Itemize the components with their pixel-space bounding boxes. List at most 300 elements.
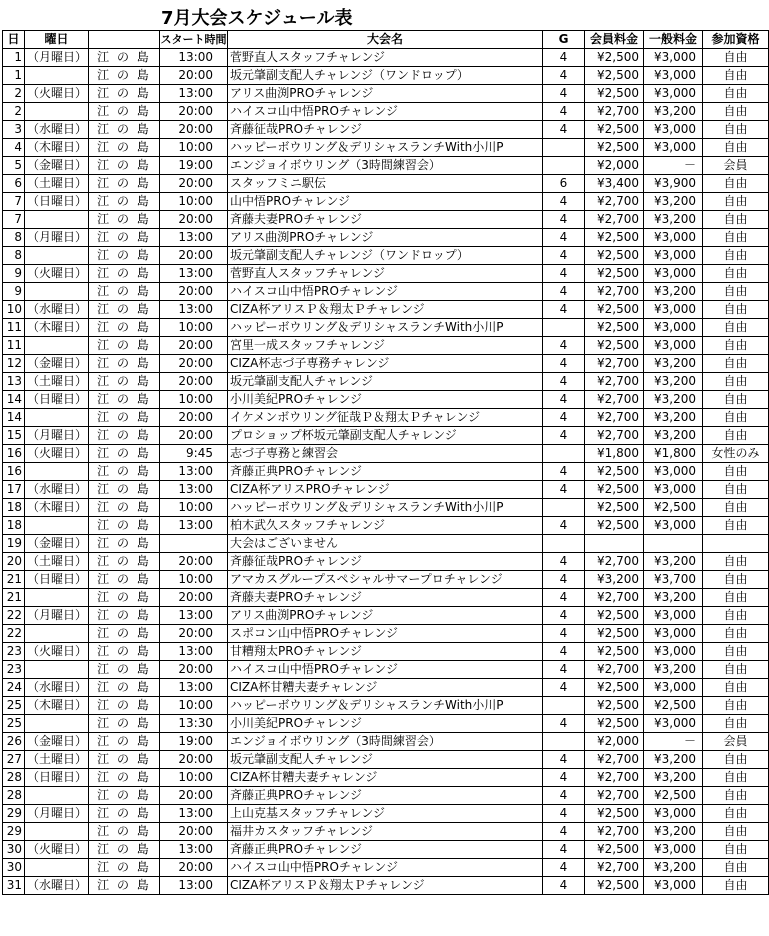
general-fee-cell: ¥3,200 — [644, 859, 703, 877]
qualification-cell: 自由 — [703, 211, 769, 229]
venue-cell: 江 の 島 — [89, 373, 160, 391]
table-row — [3, 355, 769, 373]
event-name-cell: CIZA杯志づ子専務チャレンジ — [228, 355, 543, 373]
qualification-cell: 自由 — [703, 697, 769, 715]
venue-cell: 江 の 島 — [89, 625, 160, 643]
start-time-cell: 20:00 — [160, 247, 228, 265]
game-count-cell — [543, 157, 585, 175]
game-count-cell: 4 — [543, 103, 585, 121]
day-cell: 29 — [3, 823, 25, 841]
weekday-cell — [25, 859, 89, 877]
event-name-cell: アリス曲渕PROチャレンジ — [228, 229, 543, 247]
start-time-cell: 13:00 — [160, 463, 228, 481]
general-fee-cell: ¥3,000 — [644, 679, 703, 697]
start-time-cell: 20:00 — [160, 355, 228, 373]
qualification-cell: 自由 — [703, 319, 769, 337]
member-fee-cell: ¥2,500 — [585, 463, 644, 481]
weekday-cell — [25, 715, 89, 733]
start-time-cell: 20:00 — [160, 625, 228, 643]
member-fee-cell: ¥2,500 — [585, 247, 644, 265]
start-time-cell: 20:00 — [160, 553, 228, 571]
start-time-cell: 13:00 — [160, 85, 228, 103]
game-count-cell: 4 — [543, 769, 585, 787]
day-cell: 7 — [3, 211, 25, 229]
start-time-cell: 20:00 — [160, 103, 228, 121]
table-row — [3, 787, 769, 805]
general-fee-cell: ¥3,200 — [644, 589, 703, 607]
member-fee-cell: ¥2,700 — [585, 391, 644, 409]
member-fee-cell: ¥2,500 — [585, 229, 644, 247]
venue-cell: 江 の 島 — [89, 175, 160, 193]
event-name-cell: アマカスグループスペシャルサマープロチャレンジ — [228, 571, 543, 589]
member-fee-cell: ¥2,700 — [585, 751, 644, 769]
general-fee-cell: ¥3,000 — [644, 625, 703, 643]
event-name-cell: 小川美紀PROチャレンジ — [228, 391, 543, 409]
table-row — [3, 463, 769, 481]
venue-cell: 江 の 島 — [89, 85, 160, 103]
general-fee-cell: ¥3,000 — [644, 49, 703, 67]
qualification-cell: 自由 — [703, 103, 769, 121]
venue-cell: 江 の 島 — [89, 643, 160, 661]
day-cell: 29 — [3, 805, 25, 823]
weekday-cell: （水曜日） — [25, 679, 89, 697]
qualification-cell: 自由 — [703, 265, 769, 283]
venue-cell: 江 の 島 — [89, 877, 160, 895]
table-row — [3, 49, 769, 67]
event-name-cell: ハッピーボウリング＆デリシャスランチWith小川P — [228, 319, 543, 337]
event-name-cell: アリス曲渕PROチャレンジ — [228, 607, 543, 625]
member-fee-cell: ¥2,700 — [585, 589, 644, 607]
venue-cell: 江 の 島 — [89, 607, 160, 625]
day-cell: 9 — [3, 283, 25, 301]
game-count-cell: 4 — [543, 427, 585, 445]
member-fee-cell: ¥2,000 — [585, 157, 644, 175]
weekday-cell: （金曜日） — [25, 355, 89, 373]
venue-cell: 江 の 島 — [89, 589, 160, 607]
day-cell: 21 — [3, 571, 25, 589]
member-fee-cell: ¥2,700 — [585, 355, 644, 373]
venue-cell: 江 の 島 — [89, 355, 160, 373]
start-time-cell: 10:00 — [160, 571, 228, 589]
day-cell: 23 — [3, 661, 25, 679]
table-row — [3, 67, 769, 85]
day-cell: 5 — [3, 157, 25, 175]
day-cell: 13 — [3, 373, 25, 391]
qualification-cell: 自由 — [703, 67, 769, 85]
member-fee-cell: ¥2,500 — [585, 337, 644, 355]
start-time-cell: 13:00 — [160, 481, 228, 499]
table-row — [3, 661, 769, 679]
day-cell: 1 — [3, 67, 25, 85]
game-count-cell: 6 — [543, 175, 585, 193]
page-title: 7月大会スケジュール表 — [161, 8, 353, 29]
member-fee-cell: ¥2,500 — [585, 607, 644, 625]
start-time-cell: 20:00 — [160, 787, 228, 805]
member-fee-cell — [585, 535, 644, 553]
table-row — [3, 193, 769, 211]
game-count-cell: 4 — [543, 85, 585, 103]
weekday-cell: （火曜日） — [25, 841, 89, 859]
general-fee-cell: ¥2,500 — [644, 787, 703, 805]
weekday-cell: （土曜日） — [25, 175, 89, 193]
event-name-cell: プロショップ杯坂元肇副支配人チャレンジ — [228, 427, 543, 445]
general-fee-cell: ¥3,000 — [644, 229, 703, 247]
game-count-cell: 4 — [543, 607, 585, 625]
venue-cell: 江 の 島 — [89, 805, 160, 823]
game-count-cell: 4 — [543, 787, 585, 805]
qualification-cell: 自由 — [703, 553, 769, 571]
weekday-cell — [25, 283, 89, 301]
venue-cell: 江 の 島 — [89, 157, 160, 175]
table-row — [3, 229, 769, 247]
general-fee-cell: ¥3,000 — [644, 121, 703, 139]
member-fee-cell: ¥3,400 — [585, 175, 644, 193]
general-fee-cell: ¥3,000 — [644, 463, 703, 481]
day-cell: 30 — [3, 859, 25, 877]
table-row — [3, 823, 769, 841]
event-name-cell: 大会はございません — [228, 535, 543, 553]
table-row — [3, 265, 769, 283]
qualification-cell: 自由 — [703, 427, 769, 445]
start-time-cell: 10:00 — [160, 391, 228, 409]
member-fee-cell: ¥2,500 — [585, 679, 644, 697]
event-name-cell: イケメンボウリング征哉Ｐ＆翔太Ｐチャレンジ — [228, 409, 543, 427]
game-count-cell: 4 — [543, 877, 585, 895]
day-cell: 7 — [3, 193, 25, 211]
general-fee-cell: ¥3,000 — [644, 805, 703, 823]
venue-cell: 江 の 島 — [89, 49, 160, 67]
table-row — [3, 697, 769, 715]
qualification-cell: 自由 — [703, 85, 769, 103]
venue-cell: 江 の 島 — [89, 823, 160, 841]
venue-cell: 江 の 島 — [89, 499, 160, 517]
qualification-cell: 自由 — [703, 481, 769, 499]
general-fee-cell — [644, 535, 703, 553]
game-count-cell — [543, 499, 585, 517]
general-fee-cell: － — [644, 157, 703, 175]
qualification-cell: 女性のみ — [703, 445, 769, 463]
game-count-cell: 4 — [543, 823, 585, 841]
qualification-cell: 自由 — [703, 823, 769, 841]
event-name-cell: ハイスコ山中悟PROチャレンジ — [228, 283, 543, 301]
table-row — [3, 337, 769, 355]
start-time-cell: 13:00 — [160, 301, 228, 319]
day-cell: 28 — [3, 769, 25, 787]
weekday-cell: （月曜日） — [25, 805, 89, 823]
game-count-cell: 4 — [543, 463, 585, 481]
weekday-cell — [25, 337, 89, 355]
weekday-cell: （木曜日） — [25, 319, 89, 337]
game-count-cell: 4 — [543, 211, 585, 229]
table-row — [3, 391, 769, 409]
general-fee-cell: ¥3,200 — [644, 427, 703, 445]
table-row — [3, 625, 769, 643]
venue-cell: 江 の 島 — [89, 193, 160, 211]
game-count-cell: 4 — [543, 643, 585, 661]
weekday-cell: （水曜日） — [25, 121, 89, 139]
general-fee-cell: ¥2,500 — [644, 697, 703, 715]
start-time-cell: 20:00 — [160, 409, 228, 427]
venue-cell: 江 の 島 — [89, 715, 160, 733]
general-fee-cell: ¥3,000 — [644, 841, 703, 859]
weekday-cell — [25, 589, 89, 607]
general-fee-cell: ¥3,000 — [644, 67, 703, 85]
start-time-cell: 13:30 — [160, 715, 228, 733]
venue-cell: 江 の 島 — [89, 535, 160, 553]
general-fee-cell: ¥3,000 — [644, 301, 703, 319]
header-qualification: 参加資格 — [703, 31, 769, 49]
member-fee-cell: ¥2,700 — [585, 103, 644, 121]
member-fee-cell: ¥2,700 — [585, 193, 644, 211]
game-count-cell: 4 — [543, 553, 585, 571]
table-row — [3, 247, 769, 265]
day-cell: 3 — [3, 121, 25, 139]
day-cell: 14 — [3, 391, 25, 409]
start-time-cell: 13:00 — [160, 877, 228, 895]
weekday-cell: （金曜日） — [25, 157, 89, 175]
general-fee-cell: ¥3,200 — [644, 661, 703, 679]
event-name-cell: CIZA杯甘糟夫妻チャレンジ — [228, 769, 543, 787]
weekday-cell: （水曜日） — [25, 877, 89, 895]
qualification-cell: 自由 — [703, 769, 769, 787]
table-row — [3, 319, 769, 337]
table-row — [3, 445, 769, 463]
member-fee-cell: ¥2,500 — [585, 625, 644, 643]
weekday-cell — [25, 463, 89, 481]
qualification-cell: 自由 — [703, 193, 769, 211]
header-member-fee: 会員料金 — [585, 31, 644, 49]
qualification-cell: 自由 — [703, 139, 769, 157]
member-fee-cell: ¥2,500 — [585, 49, 644, 67]
event-name-cell: アリス曲渕PROチャレンジ — [228, 85, 543, 103]
day-cell: 11 — [3, 319, 25, 337]
general-fee-cell: ¥3,000 — [644, 337, 703, 355]
start-time-cell: 20:00 — [160, 337, 228, 355]
member-fee-cell: ¥2,500 — [585, 499, 644, 517]
qualification-cell: 自由 — [703, 373, 769, 391]
header-event-name: 大会名 — [228, 31, 543, 49]
general-fee-cell: ¥3,200 — [644, 553, 703, 571]
day-cell: 22 — [3, 625, 25, 643]
qualification-cell: 自由 — [703, 517, 769, 535]
weekday-cell: （土曜日） — [25, 553, 89, 571]
weekday-cell: （土曜日） — [25, 373, 89, 391]
table-row — [3, 499, 769, 517]
table-row — [3, 607, 769, 625]
member-fee-cell: ¥2,500 — [585, 877, 644, 895]
weekday-cell: （木曜日） — [25, 139, 89, 157]
game-count-cell: 4 — [543, 229, 585, 247]
game-count-cell: 4 — [543, 67, 585, 85]
member-fee-cell: ¥2,500 — [585, 301, 644, 319]
weekday-cell: （金曜日） — [25, 535, 89, 553]
qualification-cell: 自由 — [703, 283, 769, 301]
qualification-cell: 会員 — [703, 733, 769, 751]
venue-cell: 江 の 島 — [89, 553, 160, 571]
game-count-cell — [543, 697, 585, 715]
venue-cell: 江 の 島 — [89, 751, 160, 769]
event-name-cell: 坂元肇副支配人チャレンジ — [228, 751, 543, 769]
weekday-cell: （日曜日） — [25, 193, 89, 211]
table-row — [3, 571, 769, 589]
venue-cell: 江 の 島 — [89, 121, 160, 139]
game-count-cell: 4 — [543, 373, 585, 391]
day-cell: 18 — [3, 517, 25, 535]
game-count-cell: 4 — [543, 751, 585, 769]
game-count-cell — [543, 733, 585, 751]
member-fee-cell: ¥2,500 — [585, 715, 644, 733]
weekday-cell — [25, 409, 89, 427]
event-name-cell: ハッピーボウリング＆デリシャスランチWith小川P — [228, 697, 543, 715]
event-name-cell: CIZA杯甘糟夫妻チャレンジ — [228, 679, 543, 697]
start-time-cell: 20:00 — [160, 67, 228, 85]
weekday-cell — [25, 103, 89, 121]
member-fee-cell: ¥2,500 — [585, 805, 644, 823]
general-fee-cell: ¥3,200 — [644, 769, 703, 787]
event-name-cell: 斉藤征哉PROチャレンジ — [228, 553, 543, 571]
event-name-cell: 志づ子専務と練習会 — [228, 445, 543, 463]
venue-cell: 江 の 島 — [89, 445, 160, 463]
event-name-cell: スタッフミニ駅伝 — [228, 175, 543, 193]
event-name-cell: CIZA杯アリスＰ＆翔太Ｐチャレンジ — [228, 301, 543, 319]
general-fee-cell: ¥3,200 — [644, 373, 703, 391]
game-count-cell — [543, 445, 585, 463]
start-time-cell: 20:00 — [160, 283, 228, 301]
weekday-cell: （土曜日） — [25, 751, 89, 769]
venue-cell: 江 の 島 — [89, 787, 160, 805]
venue-cell: 江 の 島 — [89, 211, 160, 229]
game-count-cell: 4 — [543, 193, 585, 211]
day-cell: 15 — [3, 427, 25, 445]
day-cell: 22 — [3, 607, 25, 625]
start-time-cell: 20:00 — [160, 661, 228, 679]
member-fee-cell: ¥2,700 — [585, 409, 644, 427]
general-fee-cell: ¥3,200 — [644, 211, 703, 229]
member-fee-cell: ¥1,800 — [585, 445, 644, 463]
event-name-cell: 山中悟PROチャレンジ — [228, 193, 543, 211]
member-fee-cell: ¥3,200 — [585, 571, 644, 589]
venue-cell: 江 の 島 — [89, 229, 160, 247]
general-fee-cell: ¥3,200 — [644, 823, 703, 841]
qualification-cell: 自由 — [703, 841, 769, 859]
table-row — [3, 481, 769, 499]
day-cell: 4 — [3, 139, 25, 157]
qualification-cell: 自由 — [703, 175, 769, 193]
venue-cell: 江 の 島 — [89, 463, 160, 481]
event-name-cell: 宮里一成スタッフチャレンジ — [228, 337, 543, 355]
header-row — [3, 31, 769, 49]
header-general-fee: 一般料金 — [644, 31, 703, 49]
game-count-cell: 4 — [543, 571, 585, 589]
general-fee-cell: ¥3,000 — [644, 319, 703, 337]
venue-cell: 江 の 島 — [89, 679, 160, 697]
qualification-cell: 自由 — [703, 751, 769, 769]
member-fee-cell: ¥2,700 — [585, 427, 644, 445]
member-fee-cell: ¥2,700 — [585, 859, 644, 877]
day-cell: 6 — [3, 175, 25, 193]
qualification-cell: 自由 — [703, 463, 769, 481]
general-fee-cell: ¥3,200 — [644, 409, 703, 427]
member-fee-cell: ¥2,500 — [585, 517, 644, 535]
general-fee-cell: － — [644, 733, 703, 751]
header-day: 日 — [3, 31, 25, 49]
game-count-cell — [543, 319, 585, 337]
event-name-cell: 坂元肇副支配人チャレンジ — [228, 373, 543, 391]
day-cell: 16 — [3, 463, 25, 481]
start-time-cell: 20:00 — [160, 211, 228, 229]
venue-cell: 江 の 島 — [89, 859, 160, 877]
qualification-cell: 自由 — [703, 877, 769, 895]
day-cell: 8 — [3, 229, 25, 247]
event-name-cell: ハイスコ山中悟PROチャレンジ — [228, 661, 543, 679]
start-time-cell: 13:00 — [160, 265, 228, 283]
general-fee-cell: ¥3,000 — [644, 607, 703, 625]
table-row — [3, 211, 769, 229]
game-count-cell: 4 — [543, 49, 585, 67]
day-cell: 10 — [3, 301, 25, 319]
event-name-cell: 坂元肇副支配人チャレンジ（ワンドロップ） — [228, 247, 543, 265]
member-fee-cell: ¥2,700 — [585, 661, 644, 679]
day-cell: 24 — [3, 679, 25, 697]
venue-cell: 江 の 島 — [89, 283, 160, 301]
header-venue — [89, 31, 160, 49]
start-time-cell: 10:00 — [160, 193, 228, 211]
venue-cell: 江 の 島 — [89, 769, 160, 787]
qualification-cell: 自由 — [703, 121, 769, 139]
weekday-cell: （火曜日） — [25, 445, 89, 463]
event-name-cell: ハイスコ山中悟PROチャレンジ — [228, 859, 543, 877]
general-fee-cell: ¥2,500 — [644, 499, 703, 517]
member-fee-cell: ¥2,700 — [585, 373, 644, 391]
weekday-cell — [25, 517, 89, 535]
day-cell: 8 — [3, 247, 25, 265]
table-row — [3, 715, 769, 733]
general-fee-cell: ¥3,200 — [644, 391, 703, 409]
weekday-cell: （月曜日） — [25, 229, 89, 247]
weekday-cell: （月曜日） — [25, 49, 89, 67]
game-count-cell: 4 — [543, 481, 585, 499]
venue-cell: 江 の 島 — [89, 481, 160, 499]
member-fee-cell: ¥2,700 — [585, 283, 644, 301]
start-time-cell: 10:00 — [160, 319, 228, 337]
day-cell: 26 — [3, 733, 25, 751]
event-name-cell: 菅野直人スタッフチャレンジ — [228, 265, 543, 283]
qualification-cell: 自由 — [703, 49, 769, 67]
game-count-cell: 4 — [543, 517, 585, 535]
member-fee-cell: ¥2,500 — [585, 481, 644, 499]
day-cell: 25 — [3, 715, 25, 733]
weekday-cell — [25, 247, 89, 265]
start-time-cell — [160, 535, 228, 553]
table-row — [3, 733, 769, 751]
qualification-cell: 自由 — [703, 571, 769, 589]
table-row — [3, 877, 769, 895]
weekday-cell — [25, 787, 89, 805]
member-fee-cell: ¥2,500 — [585, 139, 644, 157]
qualification-cell: 自由 — [703, 301, 769, 319]
event-name-cell: 小川美紀PROチャレンジ — [228, 715, 543, 733]
day-cell: 18 — [3, 499, 25, 517]
qualification-cell: 自由 — [703, 229, 769, 247]
weekday-cell — [25, 211, 89, 229]
weekday-cell: （日曜日） — [25, 571, 89, 589]
qualification-cell: 自由 — [703, 607, 769, 625]
table-row — [3, 535, 769, 553]
weekday-cell: （木曜日） — [25, 499, 89, 517]
game-count-cell: 4 — [543, 409, 585, 427]
general-fee-cell: ¥3,000 — [644, 877, 703, 895]
day-cell: 19 — [3, 535, 25, 553]
